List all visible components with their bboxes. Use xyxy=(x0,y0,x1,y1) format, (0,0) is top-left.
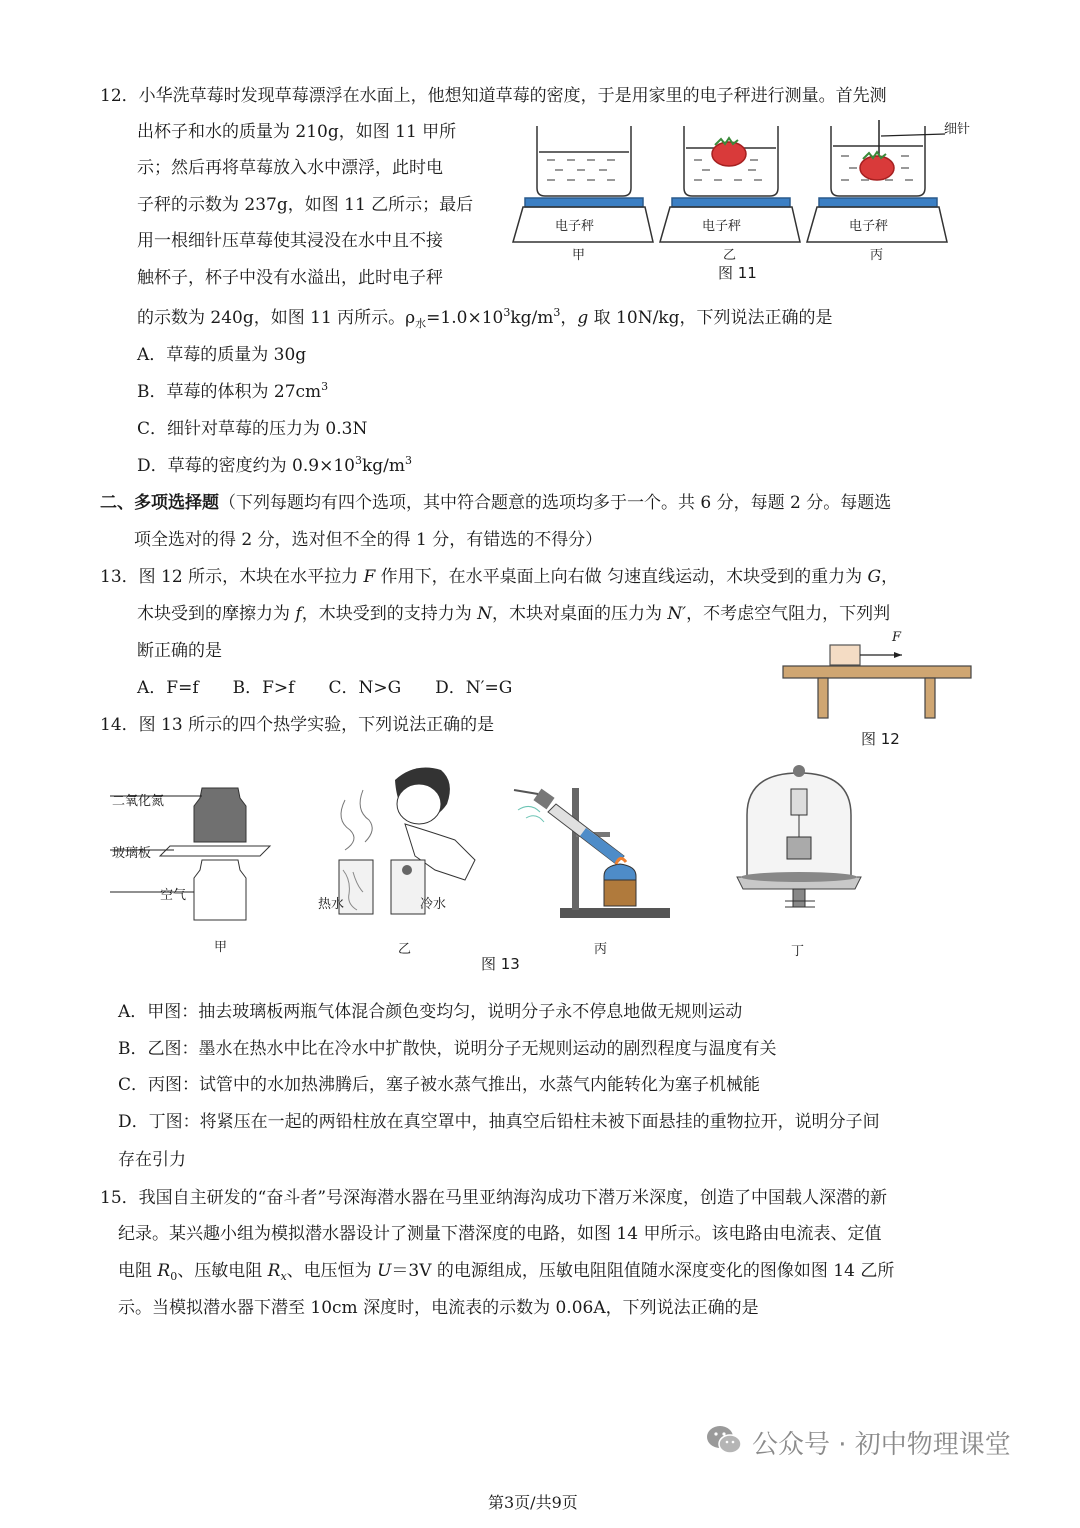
wechat-icon xyxy=(706,1424,742,1456)
q12-line7: 的示数为 240g，如图 11 丙所示。$\rho_水=1.0\times 10^3kg/m^3$，g 取 10N/kg，下列说法正确的是 xyxy=(137,306,833,330)
label-hot-water: 热水 xyxy=(318,897,345,912)
q12-option-d: D．草莓的密度约为 $0.9\times 10^3kg/m^3$ xyxy=(137,454,412,476)
figure-13-panel-bing: 丙 xyxy=(594,942,608,957)
q13-line1: 13．图 12 所示，木块在水平拉力 F 作用下，在水平桌面上向右做 匀速直线运动，木块受到的重力为 G， xyxy=(100,567,899,587)
figure-12-caption: 图 12 xyxy=(861,730,900,748)
section-2-heading: 二、多项选择题（下列每题均有四个选项，其中符合题意的选项均多于一个。共 6 分，每题 2 分。每题选 xyxy=(100,493,892,513)
scale-label-bing: 电子秤 xyxy=(849,219,889,234)
q12-line1: 12．小华洗草莓时发现草莓漂浮在水面上，他想知道草莓的密度，于是用家里的电子秤进行测量。首先测 xyxy=(100,86,887,106)
q13-option-c: C．N>G xyxy=(328,678,402,698)
section-2-title: 二、多项选择题 xyxy=(100,493,219,513)
q12-line6: 触杯子，杯子中没有水溢出，此时电子秤 xyxy=(137,268,443,288)
page-footer: 第3页/共9页 xyxy=(488,1493,578,1512)
q13-line2: 木块受到的摩擦力为 f，木块受到的支持力为 N，木块对桌面的压力为 N′，不考虑空气阻力，下列判 xyxy=(137,604,891,624)
figure-13-bing xyxy=(500,780,680,930)
figure-12 xyxy=(780,630,980,725)
q12-line2: 出杯子和水的质量为 210g，如图 11 甲所 xyxy=(137,122,457,142)
figure-13-panel-ding: 丁 xyxy=(791,944,805,959)
label-glass-plate: 玻璃板 xyxy=(112,846,152,861)
q12-option-b: B．草莓的体积为 $27cm^3$ xyxy=(137,380,329,402)
q15-line2: 纪录。某兴趣小组为模拟潜水器设计了测量下潜深度的电路，如图 14 甲所示。该电路由电流表、定值 xyxy=(118,1224,882,1244)
wood-block xyxy=(830,645,860,665)
q14-option-a: A．甲图：抽去玻璃板两瓶气体混合颜色变均匀，说明分子永不停息地做无规则运动 xyxy=(118,1002,743,1022)
panel-label-bing: 丙 xyxy=(870,248,884,263)
force-label: F xyxy=(892,630,902,645)
table-leg-right xyxy=(925,678,935,718)
q12-line5: 用一根细针压草莓使其浸没在水中且不接 xyxy=(137,231,443,251)
q14-option-b: B．乙图：墨水在热水中比在冷水中扩散快，说明分子无规则运动的剧烈程度与温度有关 xyxy=(118,1039,777,1059)
tabletop xyxy=(783,666,971,678)
q12-option-c: C．细针对草莓的压力为 0.3N xyxy=(137,419,368,439)
figure-13-panel-yi: 乙 xyxy=(398,942,412,957)
q12-option-a: A．草莓的质量为 30g xyxy=(137,345,307,365)
q13-line3: 断正确的是 xyxy=(137,641,222,661)
figure-13-ding xyxy=(735,765,865,925)
watermark-text: 公众号 · 初中物理课堂 xyxy=(752,1430,1011,1460)
scale-label-yi: 电子秤 xyxy=(702,219,742,234)
label-no2: 二氧化氮 xyxy=(112,794,165,809)
q14-option-d-line2: 存在引力 xyxy=(118,1150,186,1170)
table-leg-left xyxy=(818,678,828,718)
panel-label-jia: 甲 xyxy=(572,248,586,263)
q15-line1: 15．我国自主研发的“奋斗者”号深海潜水器在马里亚纳海沟成功下潜万米深度，创造了中国载人深潜的新 xyxy=(100,1188,888,1208)
q14-option-c: C．丙图：试管中的水加热沸腾后，塞子被水蒸气推出，水蒸气内能转化为塞子机械能 xyxy=(118,1075,761,1095)
panel-label-yi: 乙 xyxy=(723,248,737,263)
figure-11-caption: 图 11 xyxy=(718,264,757,282)
label-air: 空气 xyxy=(160,888,187,903)
q12-line3: 示；然后再将草莓放入水中漂浮，此时电 xyxy=(137,158,443,178)
q14-stem: 14．图 13 所示的四个热学实验，下列说法正确的是 xyxy=(100,715,495,735)
section-2-desc2: 项全选对的得 2 分，选对但不全的得 1 分，有错选的不得分） xyxy=(134,530,603,550)
figure-13-panel-jia: 甲 xyxy=(214,940,228,955)
q15-line4: 示。当模拟潜水器下潜至 10cm 深度时，电流表的示数为 0.06A，下列说法正确的是 xyxy=(118,1298,759,1318)
q13-option-b: B．F>f xyxy=(232,678,295,698)
q14-option-d-line1: D．丁图：将紧压在一起的两铅柱放在真空罩中，抽真空后铅柱未被下面悬挂的重物拉开，说明分子间 xyxy=(118,1112,880,1132)
q13-options xyxy=(137,676,546,700)
needle-label: 细针 xyxy=(944,122,971,137)
figure-13-caption: 图 13 xyxy=(481,955,520,973)
scale-label-jia: 电子秤 xyxy=(555,219,595,234)
label-cold-water: 冷水 xyxy=(420,897,447,912)
q13-option-d: D．N′=G xyxy=(435,678,513,698)
q13-option-a: A．F=f xyxy=(137,678,199,698)
q12-line4: 子秤的示数为 237g，如图 11 乙所示；最后 xyxy=(137,195,474,215)
q15-line3: 电阻 $R_0$、压敏电阻 $R_x$、电压恒为 U＝3V 的电源组成，压敏电阻阻值随水深度变化的图像如图 14 乙所 xyxy=(118,1261,895,1283)
